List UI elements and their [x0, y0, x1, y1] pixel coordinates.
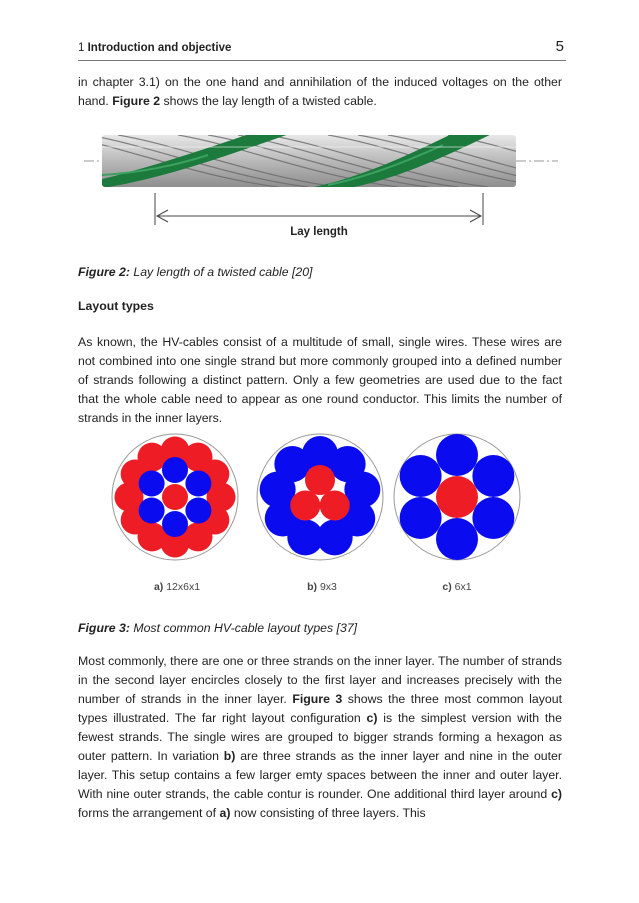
chapter-number: 1 [78, 42, 85, 54]
final-paragraph: Most commonly, there are one or three strands on the inner layer. The number of strands in the second layer encircles closely to the first layer and increases precisely with the number of strands in the inner layer. Figure 3 shows the three most common layout types illustrated. The far right layout configuration c) is the simplest version with the fewest strands. The single wires are grouped to bigger strands forming a hexagon as outer pattern. In variation b) are three strands as the inner layer and nine in the outer layer. This setup contains a few larger emty spaces between the inner and outer layer. With nine outer strands, the cable contur is rounder. One additional third layer around c) forms the arrangement of a) now consisting of three layers. This [78, 654, 562, 820]
wire-outer [400, 497, 442, 539]
layout-a-label: a) 12x6x1 [153, 581, 201, 593]
header-rule [78, 60, 566, 61]
wire-center [436, 476, 478, 518]
wire-inner [305, 465, 335, 495]
layout-types-figure [100, 430, 540, 600]
layout-b-label: b) 9x3 [307, 581, 337, 593]
intro-paragraph: in chapter 3.1) on the one hand and annihilation of the induced voltages on the other hand. Figure 2 shows the lay length of a twisted cable. [78, 75, 562, 108]
wire-inner [320, 491, 350, 521]
wire-middle [185, 498, 211, 524]
figure-2-caption: Figure 2: Lay length of a twisted cable [20] [78, 265, 313, 279]
lay-length-label: Lay length [290, 226, 348, 238]
layout-paragraph: As known, the HV-cables consist of a multitude of small, single wires. These wires are not combined into one single strand but more commonly grouped into a defined number of strands following a distinct pattern. Only a few geometries are used due to the fact that the whole cable need to appear as one round conductor. This limits the number of strands in the inner layers. [78, 335, 562, 425]
wire-middle [139, 471, 165, 497]
wire-middle [162, 457, 188, 483]
section-heading: Layout types [78, 299, 154, 313]
wire-outer [274, 446, 310, 482]
page-number: 5 [555, 38, 564, 55]
figure-reference: Figure 2 [112, 94, 161, 108]
layout-b-9x3 [257, 434, 383, 560]
chapter-title: Introduction and objective [87, 42, 232, 54]
wire-middle [185, 471, 211, 497]
layout-c-label: c) 6x1 [442, 581, 472, 593]
twisted-cable-figure [78, 125, 564, 245]
layout-c-6x1 [394, 434, 520, 560]
wire-outer [472, 497, 514, 539]
wire-inner [290, 491, 320, 521]
wire-outer [472, 455, 514, 497]
layout-a-12x6x1 [112, 434, 238, 560]
wire-middle [139, 498, 165, 524]
wire-outer [400, 455, 442, 497]
wire-middle [162, 511, 188, 537]
wire-outer [436, 434, 478, 476]
running-title [78, 42, 231, 54]
figure-3-caption: Figure 3: Most common HV-cable layout types [37] [78, 621, 358, 635]
wire-outer [436, 518, 478, 560]
wire-outer [138, 443, 167, 472]
page-header [78, 38, 566, 58]
wire-center [162, 484, 188, 510]
cable-body [78, 131, 564, 191]
